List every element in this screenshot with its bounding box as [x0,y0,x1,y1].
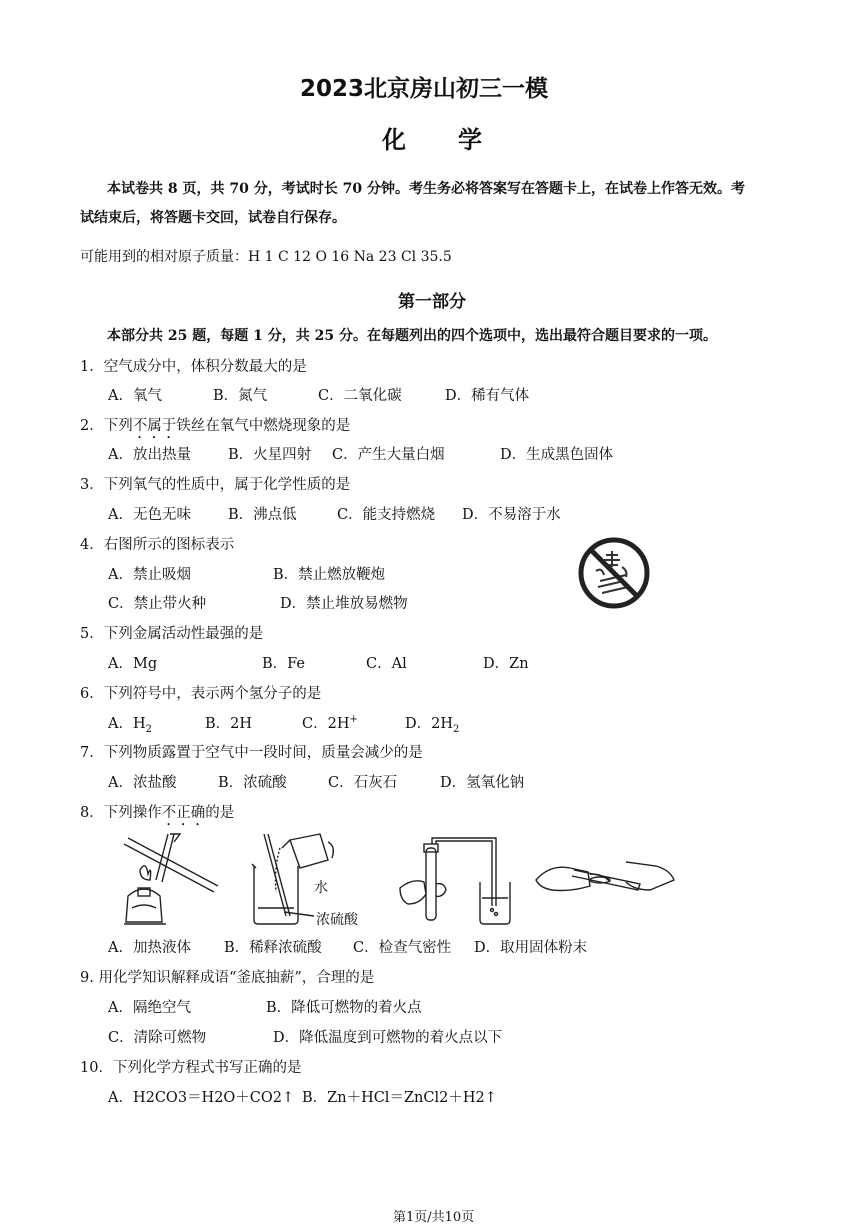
option-c[interactable]: C．检查气密性 [353,940,452,956]
option-b[interactable]: B．稀释浓硫酸 [224,940,322,956]
water-label: 水 [314,880,328,896]
option-c[interactable]: C．禁止带火种 [108,596,207,612]
question-stem: 4．右图所示的图标表示 [80,537,235,553]
heating-liquid-illustration [110,830,222,930]
question-stem: 10．下列化学方程式书写正确的是 [80,1060,302,1076]
option-c[interactable]: C．Al [366,656,407,672]
stem-text: 8．下列操作 [80,805,162,821]
option-c[interactable]: C．能支持燃烧 [337,507,436,523]
question-stem: 1．空气成分中，体积分数最大的是 [80,359,307,375]
option-a[interactable]: A．$H_2$ [108,716,152,735]
diluting-acid-illustration [244,832,372,932]
option-b[interactable]: B．2H [205,716,253,732]
option-c[interactable]: C．二氧化碳 [318,388,402,404]
conc-sulfuric-acid-label: 浓硫酸 [316,912,358,928]
option-b[interactable]: B．禁止燃放鞭炮 [273,567,386,583]
atomic-mass-line: 可能用到的相对原子质量：H 1 C 12 O 16 Na 23 Cl 35.5 [80,249,452,265]
question-stem: 6．下列符号中，表示两个氢分子的是 [80,686,322,702]
option-a[interactable]: A．放出热量 [108,447,191,463]
question-stem: 7．下列物质露置于空气中一段时间，质量会减少的是 [80,745,423,761]
option-c[interactable]: C．产生大量白烟 [332,447,445,463]
option-d[interactable]: D．Zn [483,656,529,672]
option-b[interactable]: B．Fe [262,656,306,672]
instructions-line1: 本试卷共 8 页，共 70 分，考试时长 70 分钟。考生务必将答案写在答题卡上，在试卷上作答无效。考 [107,181,745,197]
stem-text: 铁丝在氧气中燃烧现象的是 [176,418,351,434]
option-d[interactable]: D．稀有气体 [445,388,530,404]
option-a[interactable]: A．Mg [108,656,158,672]
option-text: A．H [108,716,146,732]
part-title: 第一部分 [398,292,466,312]
option-text: C．2H [302,716,350,732]
option-d[interactable]: D．降低温度到可燃物的着火点以下 [273,1030,503,1046]
option-b[interactable]: B．氮气 [213,388,268,404]
option-b[interactable]: B．沸点低 [228,507,297,523]
instructions-line2: 试结束后，将答题卡交回，试卷自行保存。 [80,210,346,226]
option-a[interactable]: A．浓盐酸 [108,775,177,791]
no-firewood-sign-icon [578,537,650,609]
option-a[interactable]: A．H2CO3＝H2O＋CO2↑ [108,1090,295,1106]
option-a[interactable]: A．隔绝空气 [108,1000,191,1016]
page-number: 第1页/共10页 [393,1210,475,1225]
option-d[interactable]: D．禁止堆放易燃物 [280,596,408,612]
option-c[interactable]: C．2H+ [302,714,358,732]
option-a[interactable]: A．禁止吸烟 [108,567,191,583]
question-stem: 9. 用化学知识解释成语“釜底抽薪”，合理的是 [80,970,375,986]
option-d[interactable]: D．氢氧化钠 [440,775,525,791]
part-intro: 本部分共 25 题，每题 1 分，共 25 分。在每题列出的四个选项中，选出最符合题目要求的一项。 [107,328,717,344]
taking-powder-illustration [530,850,680,906]
option-d[interactable]: D．生成黑色固体 [500,447,614,463]
option-b[interactable]: B．Zn＋HCl＝ZnCl2＋H2↑ [302,1090,497,1106]
option-a[interactable]: A．氧气 [108,388,162,404]
option-d[interactable]: D．不易溶于水 [462,507,561,523]
option-a[interactable]: A．无色无味 [108,507,191,523]
stem-emphasis: 不属于 [132,418,177,434]
option-b[interactable]: B．降低可燃物的着火点 [266,1000,422,1016]
question-stem: 3．下列氧气的性质中，属于化学性质的是 [80,477,351,493]
option-b[interactable]: B．浓硫酸 [218,775,287,791]
question-stem: 5．下列金属活动性最强的是 [80,626,264,642]
stem-emphasis: 不正确 [161,805,206,821]
option-b[interactable]: B．火星四射 [228,447,312,463]
option-d[interactable]: D．$2H_2$ [405,716,460,735]
option-c[interactable]: C．清除可燃物 [108,1030,207,1046]
airtightness-check-illustration [396,834,518,926]
stem-text: 2．下列 [80,418,133,434]
option-a[interactable]: A．加热液体 [108,940,191,956]
page-title: 2023北京房山初三一模 [300,76,549,102]
option-text: D．2H [405,716,453,732]
subject-title: 化学 [382,126,534,154]
question-stem [80,801,234,829]
option-c[interactable]: C．石灰石 [328,775,398,791]
option-d[interactable]: D．取用固体粉末 [474,940,588,956]
stem-text: 的是 [205,805,235,821]
question-stem [80,414,350,442]
